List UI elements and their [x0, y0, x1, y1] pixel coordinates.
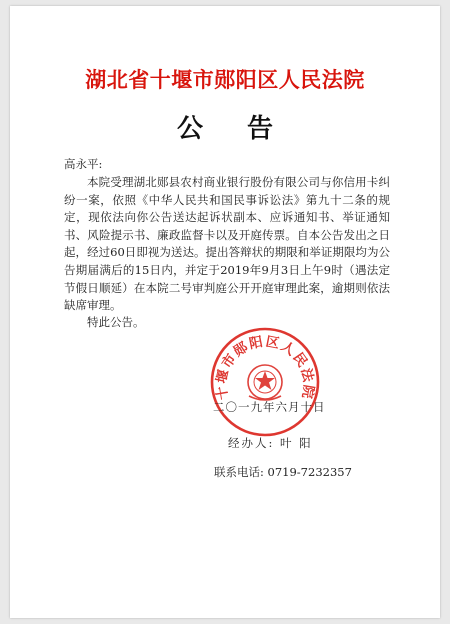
notice-body: 本院受理湖北郧县农村商业银行股份有限公司与你信用卡纠纷一案，依照《中华人民共和国民事诉讼法》第九十二条的规定，现依法向你公告送达起诉状副本、应诉通知书、举证通知书、风险提示书、廉政监督卡以及开庭传票。自本公告发出之日起，经过60日即视为送达。提出答辩状的期限和举证期限均为公告期届满后的15日内，并定于2019年9月3日上午9时（遇法定节假日顺延）在本院二号审判庭公开开庭审理此案，逾期则依法缺席审理。 [64, 175, 390, 313]
emblem-icon [248, 365, 282, 400]
document-page [10, 6, 440, 618]
closing-line: 特此公告。 [87, 315, 145, 329]
notice-date: 二〇一九年六月十日 [213, 400, 326, 414]
court-seal [207, 324, 323, 440]
notice-title: 公告 [176, 114, 317, 144]
handler-name: 经办人: 叶 阳 [228, 436, 313, 450]
seal-text: 十堰市郧阳区人民法院 [213, 333, 317, 402]
addressee: 高永平: [64, 157, 103, 171]
contact-phone: 联系电话: 0719-7232357 [214, 465, 352, 479]
court-title: 湖北省十堰市郧阳区人民法院 [85, 68, 365, 92]
